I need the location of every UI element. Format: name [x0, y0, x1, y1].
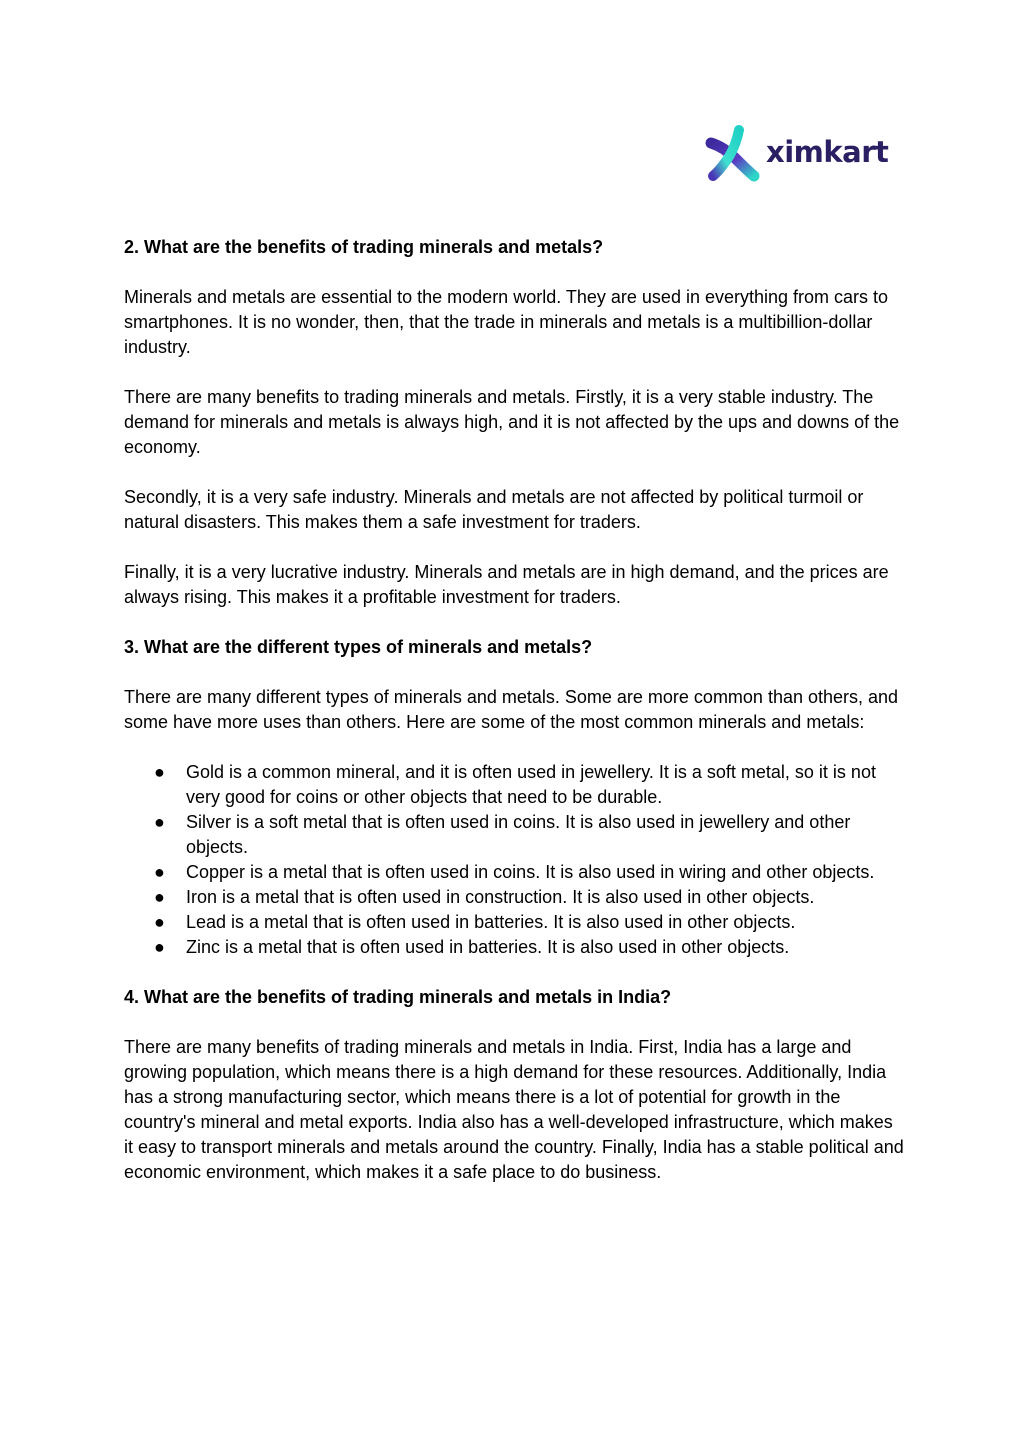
bullet-icon: ● — [154, 762, 165, 782]
list-item — [124, 860, 904, 885]
bullet-icon: ● — [154, 812, 165, 832]
ximkart-logo-mark-icon — [702, 123, 762, 185]
brand-name: ximkart — [766, 135, 889, 169]
list-item-text: Zinc is a metal that is often used in batteries. It is also used in other objects. — [186, 937, 790, 957]
paragraph: There are many different types of minerals and metals. Some are more common than others, and some have more uses than others. Here are some of the most common minerals and metals: — [124, 687, 899, 732]
section-benefits — [124, 235, 904, 610]
paragraph: Minerals and metals are essential to the modern world. They are used in everything from cars to smartphones. It is no wonder, then, that the trade in minerals and metals is a multibillion-dollar industry. — [124, 287, 889, 357]
section-heading: 3. What are the different types of minerals and metals? — [124, 637, 593, 657]
list-item-text: Copper is a metal that is often used in coins. It is also used in wiring and other objects. — [186, 862, 875, 882]
paragraph: Secondly, it is a very safe industry. Minerals and metals are not affected by political turmoil or natural disasters. This makes them a safe investment for traders. — [124, 487, 864, 532]
list-item — [124, 760, 904, 810]
bullet-icon: ● — [154, 862, 165, 882]
section-heading: 4. What are the benefits of trading minerals and metals in India? — [124, 987, 672, 1007]
minerals-list — [124, 760, 904, 960]
bullet-icon: ● — [154, 887, 165, 907]
list-item — [124, 910, 904, 935]
paragraph: There are many benefits to trading minerals and metals. Firstly, it is a very stable industry. The demand for minerals and metals is always high, and it is not affected by the ups and downs of the economy. — [124, 387, 900, 457]
bullet-icon: ● — [154, 912, 165, 932]
list-item-text: Iron is a metal that is often used in construction. It is also used in other objects. — [186, 887, 815, 907]
list-item — [124, 885, 904, 910]
list-item-text: Lead is a metal that is often used in batteries. It is also used in other objects. — [186, 912, 796, 932]
section-heading: 2. What are the benefits of trading minerals and metals? — [124, 237, 604, 257]
bullet-icon: ● — [154, 937, 165, 957]
list-item-text: Gold is a common mineral, and it is often used in jewellery. It is a soft metal, so it is not very good for coins or other objects that need to be durable. — [186, 762, 876, 807]
ximkart-logo — [702, 122, 902, 186]
list-item — [124, 935, 904, 960]
list-item-text: Silver is a soft metal that is often used in coins. It is also used in jewellery and other objects. — [186, 812, 851, 857]
list-item — [124, 810, 904, 860]
paragraph: Finally, it is a very lucrative industry. Minerals and metals are in high demand, and the prices are always rising. This makes it a profitable investment for traders. — [124, 562, 889, 607]
document-body — [124, 235, 904, 1210]
section-india-benefits — [124, 985, 904, 1185]
paragraph: There are many benefits of trading minerals and metals in India. First, India has a large and growing population, which means there is a high demand for these resources. Additionally, India has a strong manufacturing sector, which means there is a lot of potential for growth in the country's mineral and metal exports. India also has a well-developed infrastructure, which makes it easy to transport minerals and metals around the country. Finally, India has a stable political and economic environment, which makes it a safe place to do business. — [124, 1037, 904, 1182]
section-types — [124, 635, 904, 960]
